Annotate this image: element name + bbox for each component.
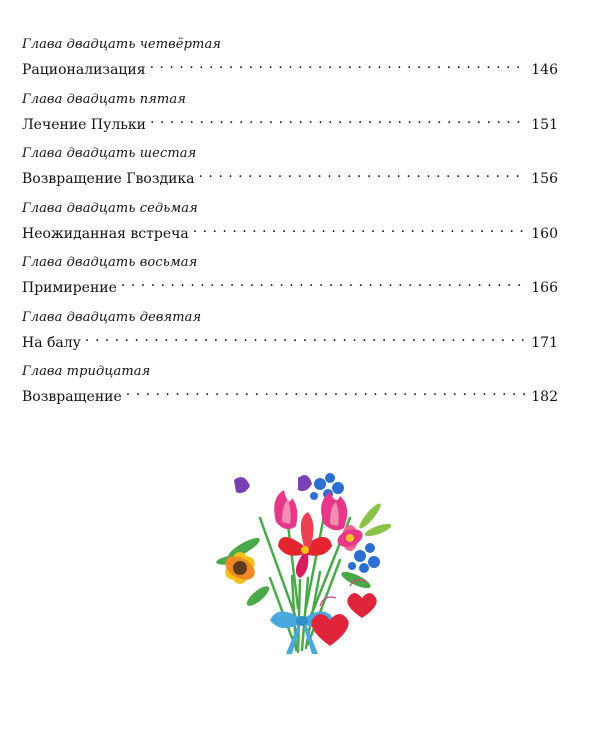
chapter-heading: Глава двадцать пятая	[22, 91, 186, 107]
page-number: 171	[531, 334, 558, 351]
page-number: 160	[531, 225, 558, 242]
purple-bellflower	[234, 475, 312, 493]
toc-entry[interactable]	[22, 36, 558, 91]
chapter-heading: Глава двадцать шестая	[22, 146, 197, 161]
chapter-heading: Глава тридцатая	[22, 364, 151, 379]
page-number: 156	[531, 171, 558, 187]
chapter-title: На балу	[22, 334, 81, 351]
pink-tulip-left	[274, 490, 297, 529]
toc-entry[interactable]	[22, 254, 558, 309]
dot-leader	[85, 327, 525, 347]
toc-title-line	[22, 109, 558, 133]
toc-title-line	[22, 163, 558, 187]
page-number: 146	[531, 62, 558, 78]
chapter-heading: Глава двадцать четвёртая	[22, 37, 222, 52]
chapter-heading: Глава двадцать седьмая	[22, 200, 198, 216]
toc-title-line	[22, 54, 558, 78]
yellow-daisy	[221, 551, 259, 584]
page-number: 151	[531, 116, 558, 133]
pink-tulip-right	[321, 492, 347, 530]
toc-entry[interactable]	[22, 91, 558, 146]
chapter-title: Примирение	[22, 280, 117, 296]
toc-title-line	[22, 218, 558, 242]
toc-entry[interactable]	[22, 363, 558, 418]
chapter-title: Возвращение	[22, 389, 122, 405]
page-number: 182	[531, 389, 558, 405]
dot-leader	[150, 109, 525, 129]
flower-bouquet-illustration	[200, 468, 410, 668]
page-number: 166	[531, 280, 558, 296]
toc-title-line	[22, 381, 558, 405]
dot-leader	[150, 54, 526, 74]
chapter-title: Рационализация	[22, 62, 146, 78]
toc-entry[interactable]	[22, 145, 558, 200]
chapter-heading: Глава двадцать восьмая	[22, 255, 198, 270]
dot-leader	[199, 163, 526, 183]
chapter-title: Лечение Пульки	[22, 116, 146, 133]
chapter-title: Возвращение Гвоздика	[22, 171, 195, 187]
toc-entry[interactable]	[22, 200, 558, 255]
dot-leader	[126, 381, 525, 401]
table-of-contents	[22, 36, 558, 418]
toc-title-line	[22, 327, 558, 351]
toc-entry[interactable]	[22, 309, 558, 364]
chapter-title: Неожиданная встреча	[22, 225, 189, 242]
toc-title-line	[22, 272, 558, 296]
chapter-heading: Глава двадцать девятая	[22, 309, 202, 325]
dot-leader	[193, 218, 526, 238]
dot-leader	[121, 272, 525, 292]
